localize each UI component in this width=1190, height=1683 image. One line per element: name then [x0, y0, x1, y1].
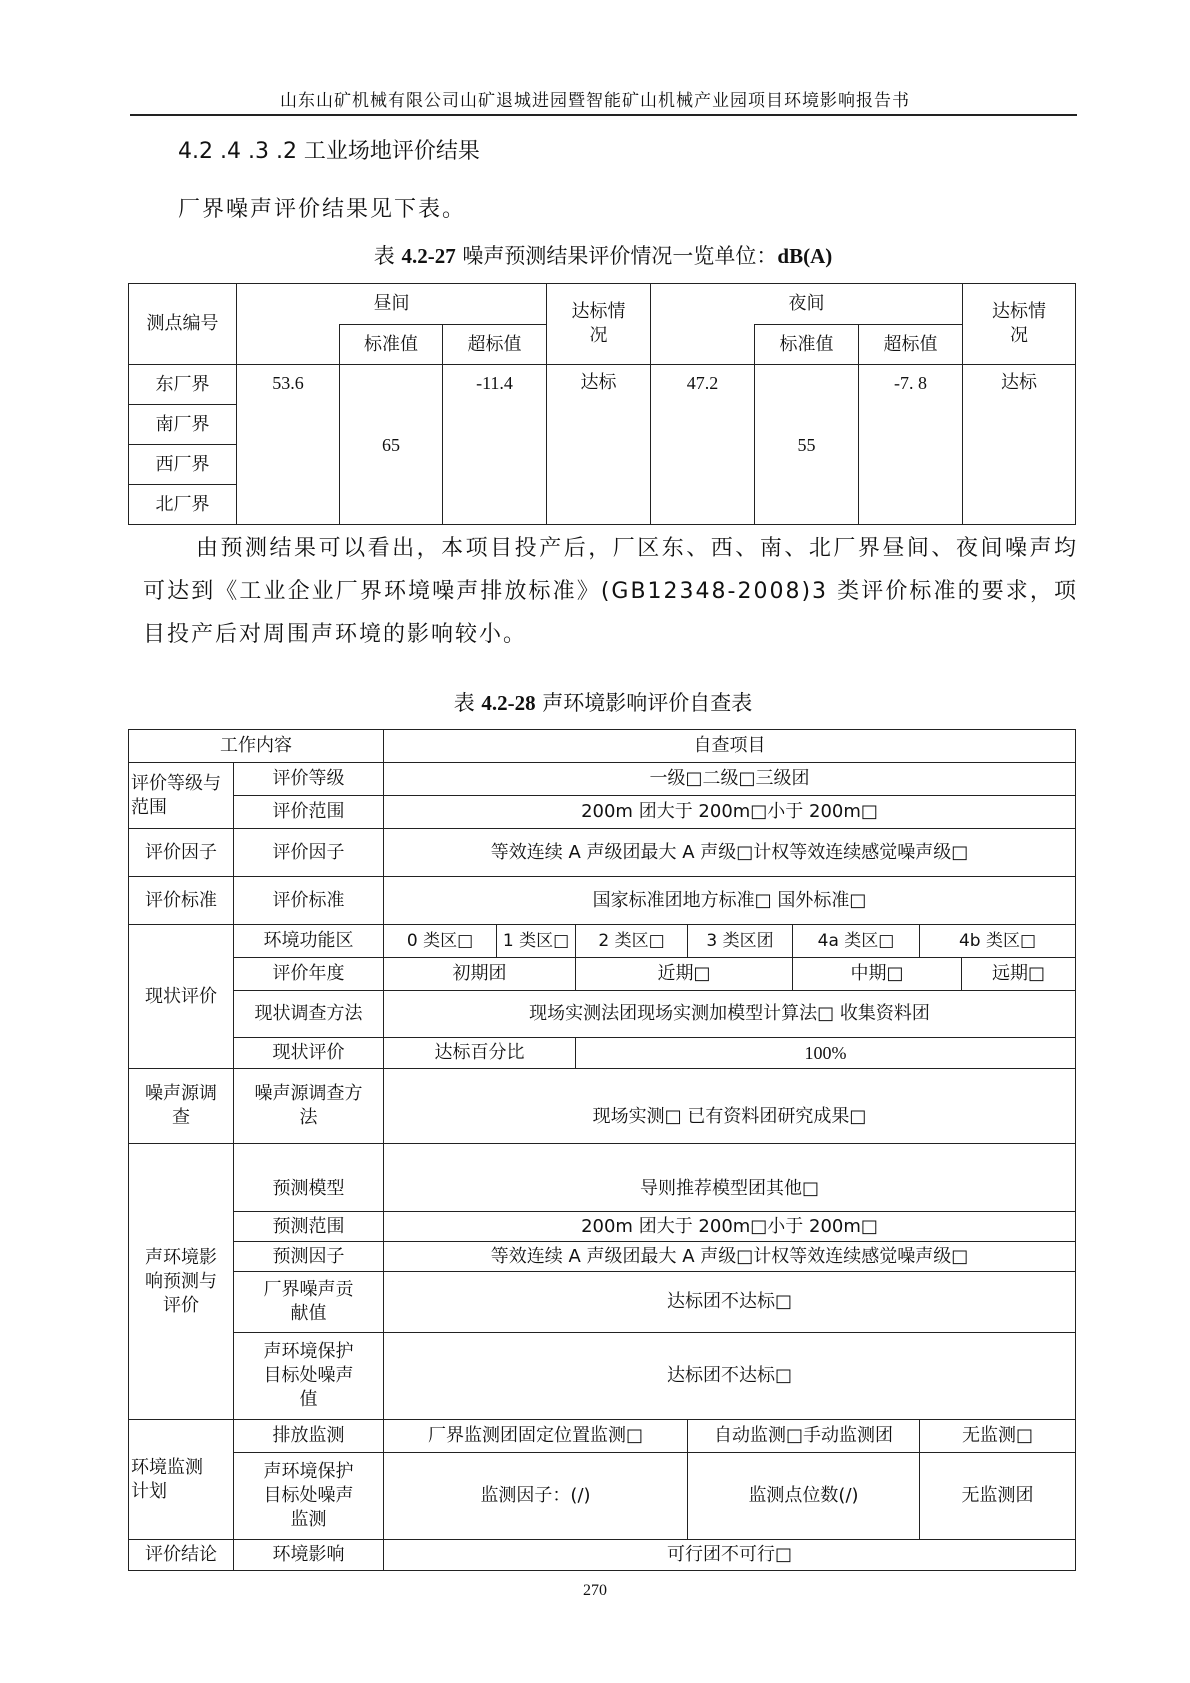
- label-emission: 排放监测: [234, 1420, 384, 1453]
- row-east-name: 东厂界: [129, 365, 237, 405]
- label-method: 现状调查方法: [234, 991, 384, 1038]
- label-target: 声环境保护目标处噪声值: [234, 1333, 384, 1420]
- value-standard: 国家标准团地方标准□ 国外标准□: [384, 877, 1076, 925]
- section-heading: 4.2 .4 .3 .2 工业场地评价结果: [178, 139, 480, 164]
- row-south-name: 南厂界: [129, 405, 237, 445]
- header-night-std: 标准值: [755, 325, 859, 365]
- label-func-zone: 环境功能区: [234, 925, 384, 958]
- night-exceed-value: -7. 8: [859, 365, 963, 525]
- group-result: 评价结论: [129, 1540, 234, 1571]
- group-factor: 评价因子: [129, 829, 234, 877]
- target-monitor-factor: 监测因子：(/): [384, 1453, 688, 1540]
- night-std-value: 55: [755, 365, 859, 525]
- value-source-method: 现场实测□ 已有资料团研究成果□: [384, 1069, 1076, 1144]
- self-check-table: [128, 729, 1076, 1571]
- year-option-2: 中期□: [793, 958, 962, 991]
- header-night-exceed: 超标值: [859, 325, 963, 365]
- emission-option-2: 自动监测□手动监测团: [688, 1420, 920, 1453]
- row-west-name: 西厂界: [129, 445, 237, 485]
- night-value: 47.2: [651, 365, 755, 525]
- header-day-exceed: 超标值: [443, 325, 547, 365]
- label-eval: 现状评价: [234, 1038, 384, 1069]
- col-work-content: 工作内容: [129, 730, 384, 763]
- header-night-status: 达标情况: [963, 284, 1076, 365]
- group-source: 噪声源调查: [129, 1069, 234, 1144]
- group-predict: 声环境影响预测与评价: [129, 1144, 234, 1420]
- header-night: 夜间: [651, 284, 963, 325]
- target-monitor-none: 无监测团: [920, 1453, 1076, 1540]
- target-monitor-points: 监测点位数(/): [688, 1453, 920, 1540]
- group-monitor: 环境监测计划: [129, 1420, 234, 1540]
- header-rule: [130, 114, 1077, 116]
- value-factor: 等效连续 A 声级团最大 A 声级□计权等效连续感觉噪声级□: [384, 829, 1076, 877]
- value-grade: 一级□二级□三级团: [384, 763, 1076, 796]
- day-value: 53.6: [237, 365, 340, 525]
- value-range: 200m 团大于 200m□小于 200m□: [384, 796, 1076, 829]
- label-range: 评价范围: [234, 796, 384, 829]
- label-result: 环境影响: [234, 1540, 384, 1571]
- value-result: 可行团不可行□: [384, 1540, 1076, 1571]
- label-year: 评价年度: [234, 958, 384, 991]
- value-boundary: 达标团不达标□: [384, 1272, 1076, 1333]
- label-model: 预测模型: [234, 1144, 384, 1212]
- table2-caption: 表 4.2-28 声环境影响评价自查表: [453, 691, 753, 715]
- year-option-1: 近期□: [576, 958, 793, 991]
- label-source-method: 噪声源调查方法: [234, 1069, 384, 1144]
- year-option-0: 初期团: [384, 958, 576, 991]
- label-grade: 评价等级: [234, 763, 384, 796]
- row-north-name: 北厂界: [129, 485, 237, 525]
- label-predict-range: 预测范围: [234, 1212, 384, 1242]
- value-target: 达标团不达标□: [384, 1333, 1076, 1420]
- conclusion-paragraph: 由预测结果可以看出，本项目投产后，厂区东、西、南、北厂界昼间、夜间噪声均可达到《工业企业厂界环境噪声排放标准》(GB12348-2008)3 类评价标准的要求，项目投产后对周围声环境的影响较小。: [143, 536, 1078, 647]
- value-model: 导则推荐模型团其他□: [384, 1144, 1076, 1212]
- emission-option-1: 厂界监测团固定位置监测□: [384, 1420, 688, 1453]
- header-night-value-blank: [651, 325, 755, 365]
- func-option-3: 3 类区团: [688, 925, 793, 958]
- day-status-value: 达标: [547, 365, 651, 525]
- night-status-value: 达标: [963, 365, 1076, 525]
- eval-sub-label: 达标百分比: [384, 1038, 576, 1069]
- value-method: 现场实测法团现场实测加模型计算法□ 收集资料团: [384, 991, 1076, 1038]
- table1-caption: 表 4.2-27 噪声预测结果评价情况一览单位：dB(A): [373, 244, 833, 268]
- page-number: 270: [583, 1582, 607, 1599]
- func-option-2: 2 类区□: [576, 925, 688, 958]
- func-option-4: 4a 类区□: [793, 925, 920, 958]
- label-factor: 评价因子: [234, 829, 384, 877]
- header-day: 昼间: [237, 284, 547, 325]
- value-predict-range: 200m 团大于 200m□小于 200m□: [384, 1212, 1076, 1242]
- col-self-check: 自查项目: [384, 730, 1076, 763]
- group-status: 现状评价: [129, 925, 234, 1069]
- emission-option-3: 无监测□: [920, 1420, 1076, 1453]
- noise-prediction-table: [128, 283, 1076, 525]
- label-target-monitor: 声环境保护目标处噪声监测: [234, 1453, 384, 1540]
- page-header: 山东山矿机械有限公司山矿退城进园暨智能矿山机械产业园项目环境影响报告书: [280, 91, 910, 111]
- group-standard: 评价标准: [129, 877, 234, 925]
- day-exceed-value: -11.4: [443, 365, 547, 525]
- label-boundary: 厂界噪声贡献值: [234, 1272, 384, 1333]
- header-day-status: 达标情况: [547, 284, 651, 365]
- header-day-value-blank: [237, 325, 340, 365]
- func-option-0: 0 类区□: [384, 925, 497, 958]
- func-option-5: 4b 类区□: [920, 925, 1076, 958]
- label-predict-factor: 预测因子: [234, 1242, 384, 1272]
- group-grade: 评价等级与范围: [129, 763, 234, 829]
- header-day-std: 标准值: [340, 325, 443, 365]
- label-standard: 评价标准: [234, 877, 384, 925]
- eval-value: 100%: [576, 1038, 1076, 1069]
- func-option-1: 1 类区□: [497, 925, 576, 958]
- header-point: 测点编号: [129, 284, 237, 365]
- day-std-value: 65: [340, 365, 443, 525]
- intro-text: 厂界噪声评价结果见下表。: [178, 197, 467, 222]
- value-predict-factor: 等效连续 A 声级团最大 A 声级□计权等效连续感觉噪声级□: [384, 1242, 1076, 1272]
- year-option-3: 远期□: [962, 958, 1076, 991]
